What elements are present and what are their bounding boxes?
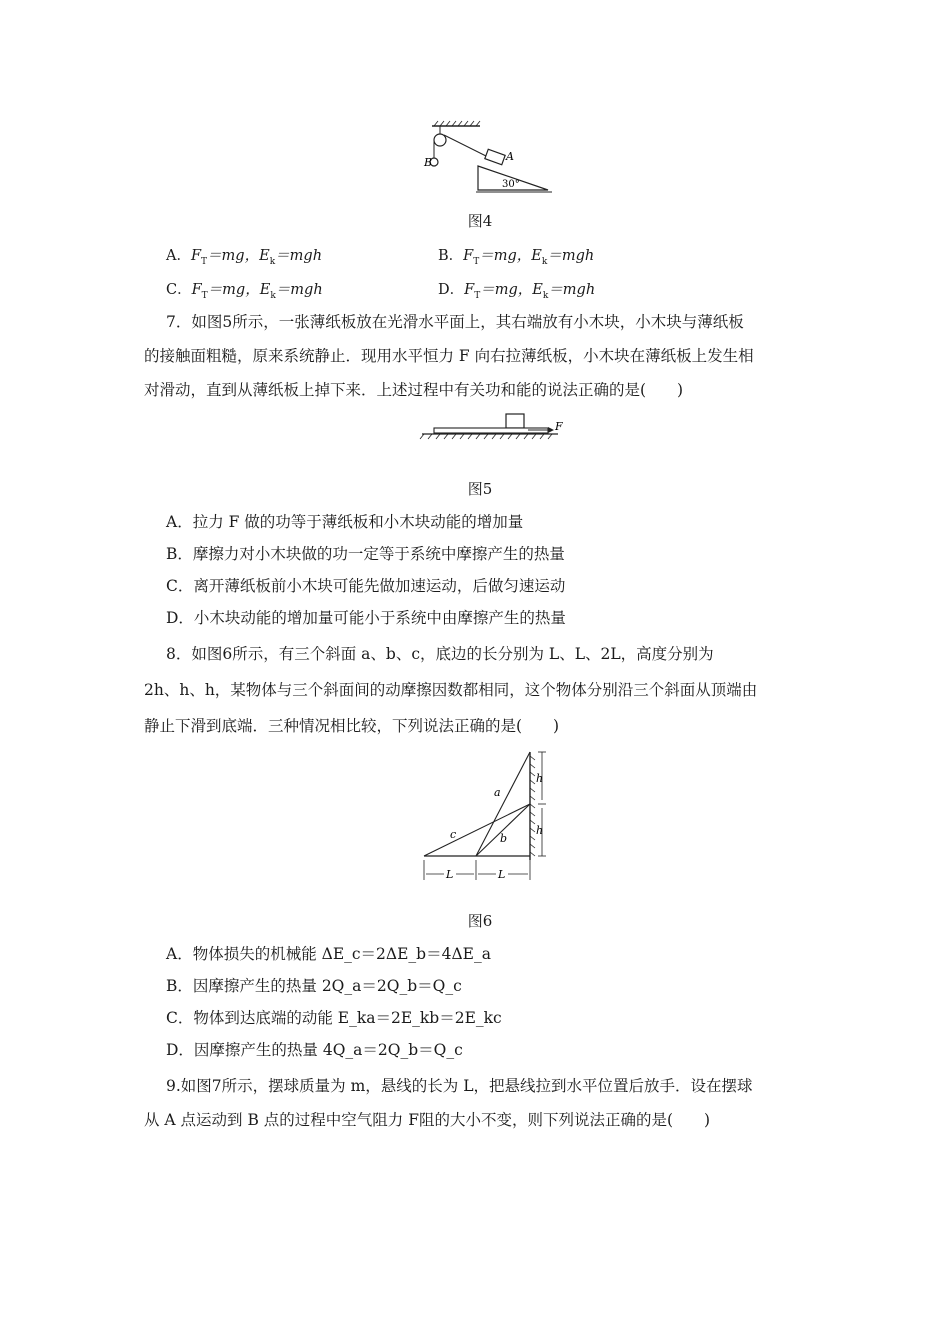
- figure-5: [418, 410, 568, 446]
- q8-option-d: D．因摩擦产生的热量 4Q_a＝2Q_b＝Q_c: [166, 1041, 463, 1059]
- fig6-label-c: c: [450, 828, 457, 841]
- q8-line-2: 2h、h、h，某物体与三个斜面间的动摩擦因数都相同，这个物体分别沿三个斜面从顶端由: [144, 681, 758, 699]
- fig4-label-a: A: [506, 150, 514, 163]
- q8-option-b: B．因摩擦产生的热量 2Q_a＝2Q_b＝Q_c: [166, 977, 462, 995]
- q7-option-c: C．离开薄纸板前小木块可能先做加速运动，后做匀速运动: [166, 577, 566, 595]
- fig6-label-l-left: L: [446, 868, 454, 881]
- q9-line-2: 从 A 点运动到 B 点的过程中空气阻力 F阻的大小不变，则下列说法正确的是( ): [144, 1111, 711, 1129]
- q7-option-a: A．拉力 F 做的功等于薄纸板和小木块动能的增加量: [166, 513, 524, 531]
- q7-line-1: 7．如图5所示，一张薄纸板放在光滑水平面上，其右端放有小木块，小木块与薄纸板: [166, 313, 744, 331]
- q7-line-3: 对滑动，直到从薄纸板上掉下来．上述过程中有关功和能的说法正确的是( ): [144, 381, 684, 399]
- figure-4: [420, 120, 560, 200]
- q9-line-1: 9.如图7所示，摆球质量为 m，悬线的长为 L，把悬线拉到水平位置后放手．设在摆球: [166, 1077, 753, 1095]
- fig6-label-h-lower: h: [536, 824, 544, 837]
- q7-option-d: D．小木块动能的增加量可能小于系统中由摩擦产生的热量: [166, 609, 566, 627]
- fig6-label-b: b: [500, 832, 508, 845]
- q8-option-c: C．物体到达底端的动能 E_ka＝2E_kb＝2E_kc: [166, 1009, 502, 1027]
- fig6-label-l-right: L: [498, 868, 506, 881]
- figure-6-caption: 图6: [467, 912, 493, 930]
- fig4-option-a: A．$F_T=mg$，$E_k=mgh$: [166, 248, 323, 267]
- fig4-option-b: B．$F_T=mg$，$E_k=mgh$: [438, 248, 595, 267]
- figure-6: [416, 748, 556, 890]
- figure-4-caption: 图4: [467, 212, 493, 230]
- fig5-force-label: F: [555, 420, 563, 433]
- fig4-option-c: C．$F_T=mg$，$E_k=mgh$: [166, 282, 323, 301]
- q8-line-1: 8．如图6所示，有三个斜面 a、b、c，底边的长分别为 L、L、2L，高度分别为: [166, 645, 714, 663]
- q8-line-3: 静止下滑到底端．三种情况相比较，下列说法正确的是( ): [144, 717, 560, 735]
- fig6-label-h-upper: h: [536, 772, 544, 785]
- figure-5-caption: 图5: [467, 480, 493, 498]
- q7-option-b: B．摩擦力对小木块做的功一定等于系统中摩擦产生的热量: [166, 545, 565, 563]
- fig4-angle-label: 30°: [502, 179, 520, 190]
- fig6-label-a: a: [494, 786, 501, 799]
- fig4-option-d: D．$F_T=mg$，$E_k=mgh$: [438, 282, 596, 301]
- q7-line-2: 的接触面粗糙，原来系统静止．现用水平恒力 F 向右拉薄纸板，小木块在薄纸板上发生相: [144, 347, 754, 365]
- q8-option-a: A．物体损失的机械能 ΔE_c＝2ΔE_b＝4ΔE_a: [166, 945, 491, 963]
- fig4-label-b: B: [424, 156, 433, 169]
